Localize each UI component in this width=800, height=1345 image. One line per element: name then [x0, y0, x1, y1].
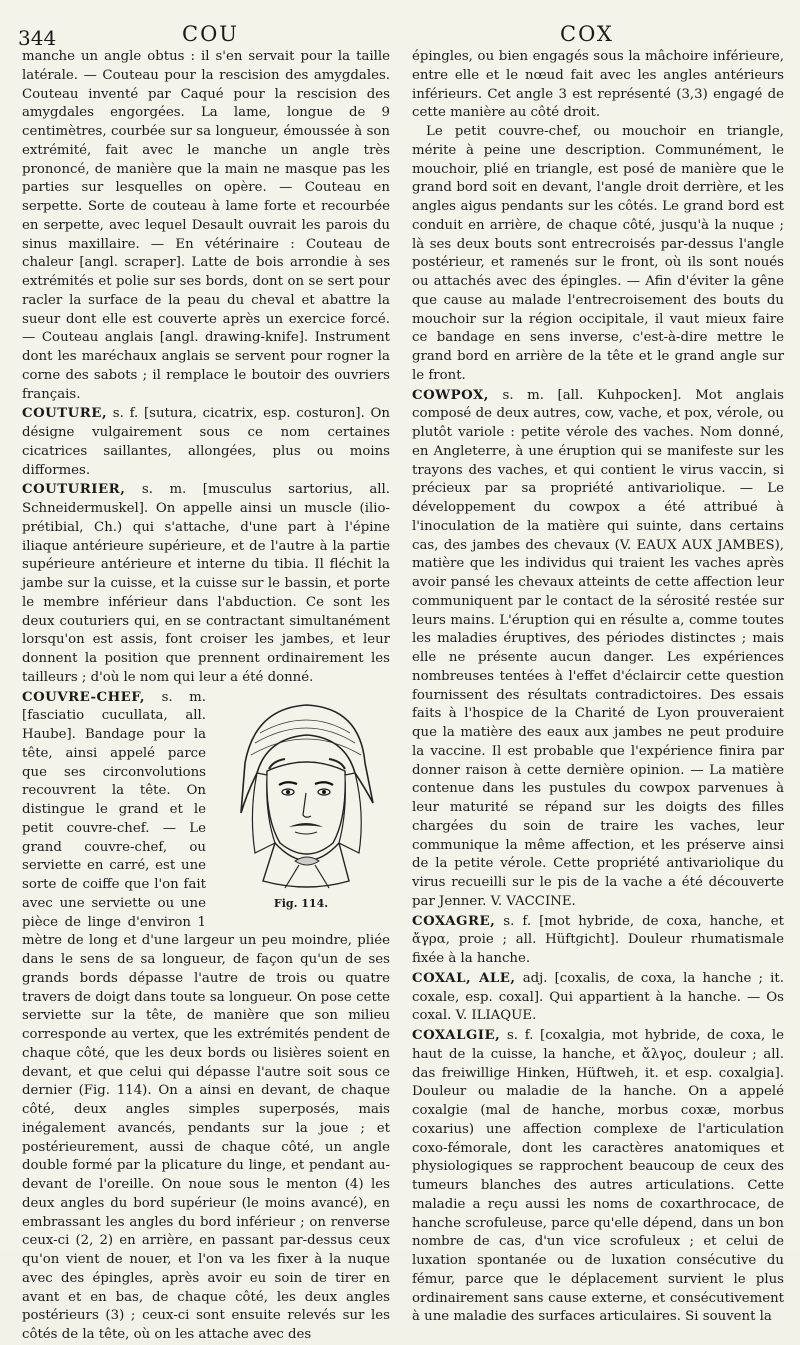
entry-coxalgie: [412, 1027, 784, 1327]
entry-couturier: [22, 481, 390, 687]
entry-couvre-chef: [22, 689, 390, 1345]
headword: COWPOX,: [412, 387, 489, 403]
headword: COUTURIER,: [22, 482, 126, 498]
headword: COUTURE,: [22, 406, 108, 422]
figure-114: [212, 693, 390, 921]
entry-body: s. m. [musculus sartorius, all. Schneidermuskel]. On appelle ainsi un muscle (ilio-prétibial, Ch.) qui s'attache, d'une part à l'épine iliaque antérieure supérieure, et de l'autre à la partie supérieure antérieure et interne du tibia. Il fléchit la jambe sur la cuisse, et la cuisse sur le bassin, et porte le membre inférieur dans l'abduction. Ce sont les deux couturiers qui, en se contractant simultanément lorsqu'on est assis, font croiser les jambes, et leur donnent la position que prennent ordinairement les tailleurs ; d'où le nom qui leur a été donné.: [22, 482, 391, 685]
right-column: [412, 48, 785, 1325]
entry-body: s. f. [sutura, cicatrix, esp. costuron]. On désigne vulgairement sous ce nom certaines cicatrices saillantes, allongées, plus ou moins difformes.: [22, 406, 390, 478]
paragraph-continuation: manche un angle obtus : il s'en servait pour la taille latérale. — Couteau pour la rescision des amygdales. Couteau inventé par Caqué pour la rescision des amygdales engorgées. La lame, longue de 9 centimètres, courbée sur sa longueur, émoussée à son extrémité, fait avec le manche un angle très prononcé, de manière que la main ne masque pas les parties sur lesquelles on opère. — Couteau en serpette. Sorte de couteau à lame forte et recourbée en serpette, avec lequel Desault ouvrait les parois du sinus maxillaire. — En vétérinaire : Couteau de chaleur [angl. scraper]. Latte de bois arrondie à ses extrémités et polie sur ses bords, dont on se sert pour racler la surface de la peau du cheval et abattre la sueur dont elle est couverte après un exercice forcé. — Couteau anglais [angl. drawing-knife]. Instrument dont les maréchaux anglais se servent pour rogner la corne des sabots ; il remplace le boutoir des ouvriers français.: [22, 49, 390, 402]
headword: COXAL, ALE,: [412, 970, 516, 986]
paragraph-continuation: épingles, ou bien engagés sous la mâchoire inférieure, entre elle et le nœud fait avec les angles antérieurs inférieurs. Cet angle 3 est représenté (3,3) engagé de cette manière au côté droit.: [412, 49, 784, 121]
paragraph-petit-couvre-chef: Le petit couvre-chef, ou mouchoir en triangle, mérite à peine une description. Communément, le mouchoir, plié en triangle, est posé de manière que le grand bord soit en devant, l'angle droit derrière, et les angles aigus pendants sur les côtés. Le grand bord est conduit en arrière, de chaque côté, jusqu'à la nuque ; là ses deux bouts sont entrecroisés par-dessus l'angle postérieur, et ramenés sur le front, où ils sont noués ou attachés avec des épingles. — Afin d'éviter la gêne que cause au malade l'entrecroisement des bouts du mouchoir sur la région occipitale, il vaut mieux faire ce bandage en sens inverse, c'est-à-dire mettre le grand bord en arrière de la tête et le grand angle sur le front.: [412, 124, 784, 383]
left-column: [22, 48, 391, 1342]
entry-body: s. m. [all. Kuhpocken]. Mot anglais composé de deux autres, cow, vache, et pox, vérole, ou plutôt variole : petite vérole des vaches. Nom donné, en Angleterre, à une éruption qui se manifeste sur les trayons des vaches, et qui contient le virus vaccin, si précieux par sa propriété antivariolique. — Le développement du cowpox a été attribué à l'inoculation de la matière qui suinte, dans certains cas, des jambes des chevaux (V. EAUX AUX JAMBES), matière que les individus qui traient les vaches après avoir pansé les chevaux atteints de cette affection leur communiquent par le contact de la sérosité restée sur leurs mains. L'éruption qui en résulte a, comme toutes les maladies éruptives, des périodes distinctes ; mais elle ne présente aucun danger. Les expériences nombreuses tentées à l'effet d'éclaircir cette question fournissent des résultats contradictoires. Des essais faits à l'hospice de la Charité de Lyon prouveraient que la matière des eaux aux jambes ne peut produire la vaccine. Il est probable que l'expérience finira par donner raison à cette dernière opinion. — La matière contenue dans les pustules du cowpox parvenues à leur maturité se répand sur les doigts des filles chargées du soin de traire les vaches, leur communique la même affection, et les préserve ainsi de la petite vérole. Cette propriété antivariolique du virus recueilli sur le pis de la vache a été découverte par Jenner. V. VACCINE.: [412, 387, 784, 909]
entry-coxagre: [412, 913, 784, 969]
headword: COXALGIE,: [412, 1028, 501, 1043]
entry-cowpox: [412, 387, 784, 912]
figure-caption: Fig. 114.: [273, 896, 329, 910]
head-bandage-illustration: [215, 693, 387, 893]
page-header: [0, 18, 800, 48]
page-number: 344: [18, 26, 57, 50]
entry-body: s. f. [mot hybride, de coxa, hanche, et ἄγρα, proie ; all. Hüftgicht]. Douleur rhumatismale fixée à la hanche.: [412, 913, 784, 966]
headword: COUVRE-CHEF,: [22, 689, 146, 705]
entry-couture: [22, 405, 390, 480]
entry-body: s. m. [fasciatio cucullata, all. Haube]. Bandage pour la tête, ainsi appelé parce que ses circonvolutions recouvrent la tête. On distingue le grand et le petit couvre-chef. — Le grand couvre-chef, ou serviette en carré, est une sorte de coiffe que l'on fait avec une serviette ou une pièce de linge d'environ 1 mètre de long et d'une largeur un peu moindre, pliée dans le sens de sa longueur, de façon qu'un de ses grands bords dépasse l'autre de trois ou quatre travers de doigt dans toute sa longueur. On pose cette serviette sur la tête, de manière que son milieu corresponde au vertex, que les extrémités pendent de chaque côté, que les deux bords ou lisières soient en devant, et que celui qui dépasse l'autre soit sous ce dernier (Fig. 114). On a ainsi en devant, de chaque côté, deux angles simples superposés, mais inégalement avancés, pendants sur la joue ; et postérieurement, aussi de chaque côté, un angle double formé par la plicature du linge, et pendant au-devant de l'oreille. On noue sous le menton (4) les deux angles du bord supérieur (le moins avancé), en embrassant les angles du bord inférieur ; on renverse ceux-ci (2, 2) en arrière, en passant par-dessus ceux qu'on vient de nouer, et l'on va les fixer à la nuque avec des épingles, après avoir eu soin de tirer en avant et en bas, de chaque côté, les deux angles postérieurs (3) ; ceux-ci sont ensuite relevés sur les côtés de la tête, où on les attache avec des: [22, 689, 390, 1342]
entry-coxal: [412, 970, 784, 1026]
headword: COXAGRE,: [412, 913, 496, 929]
entry-body: adj. [coxalis, de coxa, la hanche ; it. coxale, esp. coxal]. Qui appartient à la hanche. — Os coxal. V. ILIAQUE.: [412, 970, 784, 1024]
running-head-right: COX: [560, 22, 614, 46]
entry-body: s. f. [coxalgia, mot hybride, de coxa, le haut de la cuisse, la hanche, et ἄλγος, douleur ; all. das freiwillige Hinken, Hüftweh, it. et esp. coxalgia]. Douleur ou maladie de la hanche. On a appelé coxalgie (mal de hanche, morbus coxæ, morbus coxarius) une affection complexe de l'articulation coxo-fémorale, dont les caractères anatomiques et physiologiques se rapprochent beaucoup de ceux des tumeurs blanches des autres articulations. Cette maladie a reçu aussi les noms de coxarthrocace, de hanche scrofuleuse, parce qu'elle dépend, dans un bon nombre de cas, d'un vice scrofuleux ; et celui de luxation spontanée ou de luxation consécutive du fémur, parce que le déplacement survient le plus ordinairement sans cause externe, et consécutivement à une maladie des surfaces articulaires. Si souvent la: [412, 1028, 785, 1325]
running-head-left: COU: [182, 22, 239, 46]
